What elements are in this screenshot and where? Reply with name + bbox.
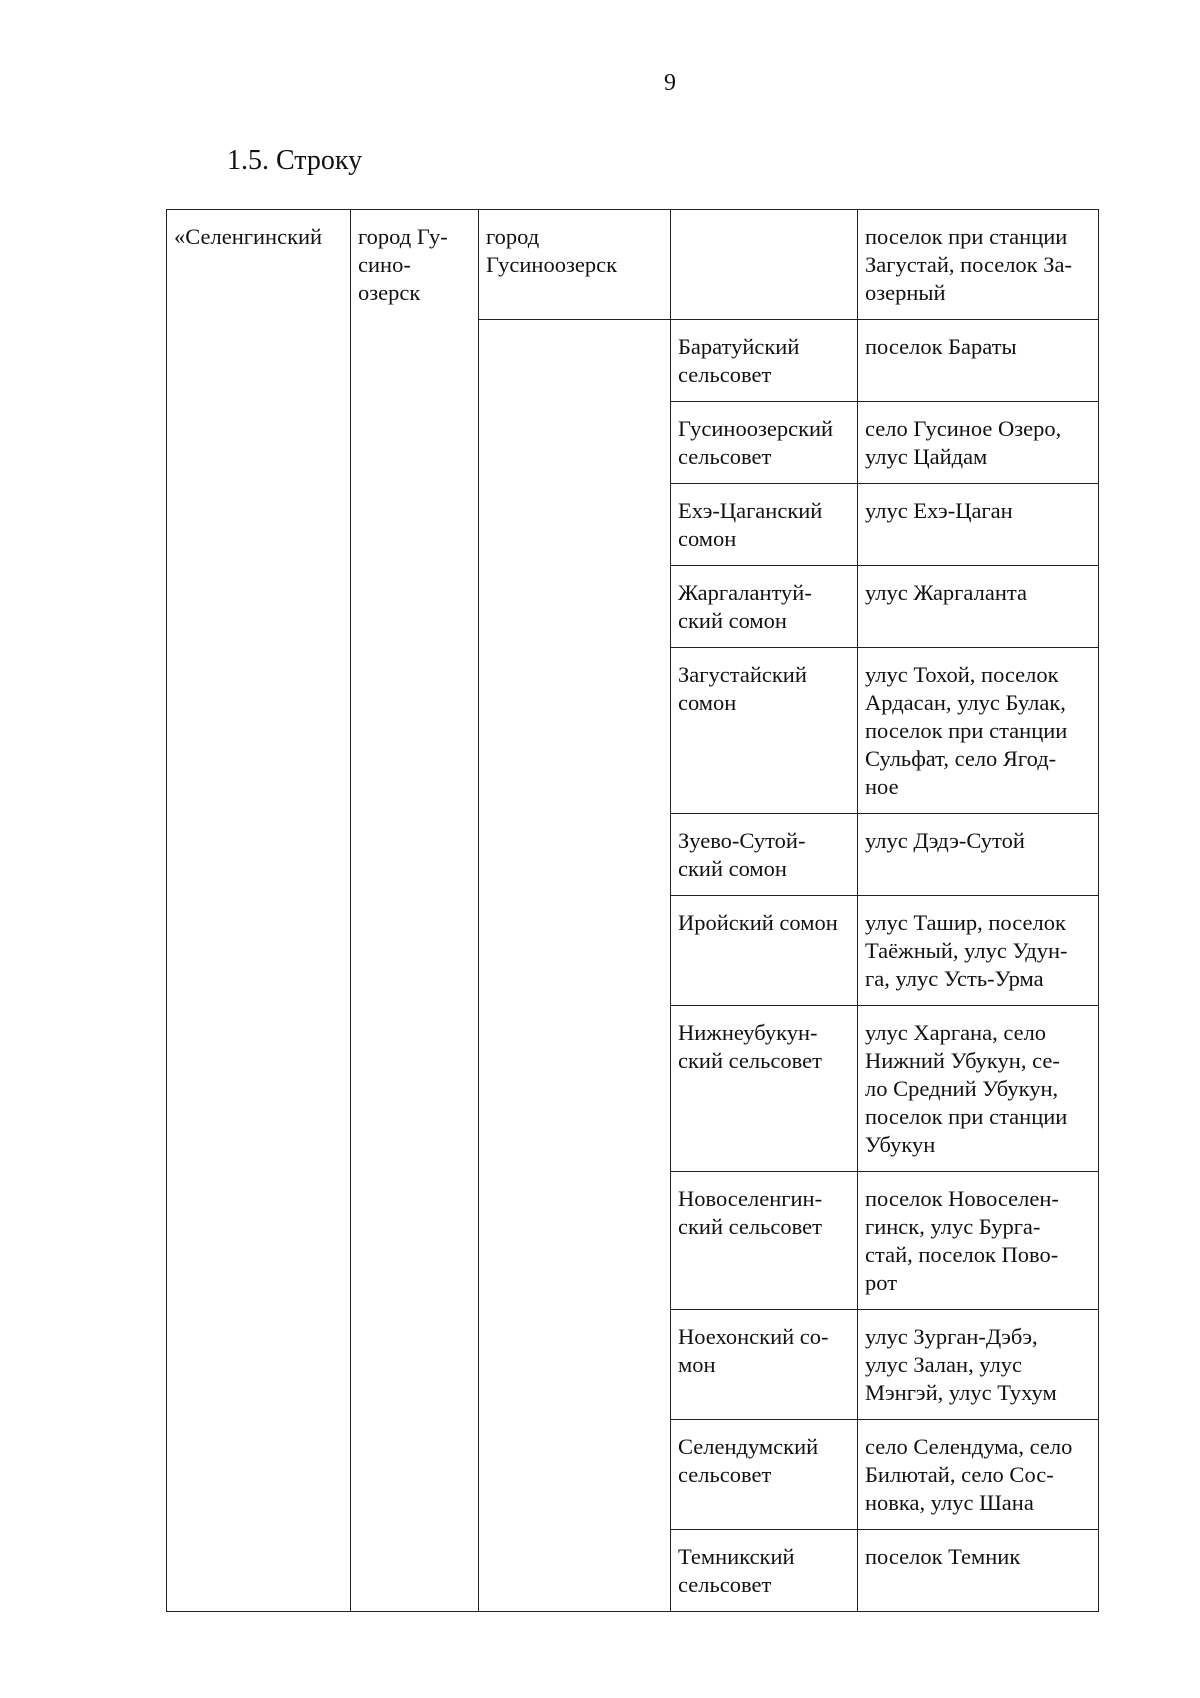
council-text: Новоселенгин- ский сельсовет xyxy=(678,1186,823,1239)
localities-text: улус Ташир, поселок Таёжный, улус Удун- га, улус Усть-Урма xyxy=(865,910,1068,991)
localities-text: село Гусиное Озеро, улус Цайдам xyxy=(865,416,1062,469)
council-cell xyxy=(671,896,858,1006)
localities-text: улус Ехэ-Цаган xyxy=(865,498,1013,523)
localities-text: поселок Темник xyxy=(865,1544,1021,1569)
localities-cell xyxy=(858,814,1099,896)
council-cell xyxy=(671,1172,858,1310)
council-text: Ехэ-Цаганский сомон xyxy=(678,498,823,551)
settlements-table xyxy=(166,209,1099,1612)
council-cell xyxy=(671,1420,858,1530)
municipality-text: город Гу- сино- озерск xyxy=(358,224,448,305)
localities-cell xyxy=(858,320,1099,402)
page-number: 9 xyxy=(664,70,676,96)
council-text: Баратуйский сельсовет xyxy=(678,334,800,387)
first-row-localities-text: поселок при станции Загустай, поселок За- озерный xyxy=(865,224,1072,305)
empty-settlement-type-cell xyxy=(479,320,671,1612)
council-text: Жаргалантуй- ский сомон xyxy=(678,580,812,633)
localities-text: улус Жаргаланта xyxy=(865,580,1027,605)
council-text: Нижнеубукун- ский сельсовет xyxy=(678,1020,822,1073)
localities-cell xyxy=(858,566,1099,648)
council-cell xyxy=(671,648,858,814)
localities-cell xyxy=(858,484,1099,566)
localities-cell xyxy=(858,896,1099,1006)
settlement-type-cell xyxy=(479,210,671,320)
council-text: Загустайский сомон xyxy=(678,662,807,715)
council-text: Иройский сомон xyxy=(678,910,838,935)
table-row xyxy=(167,210,1099,320)
localities-cell xyxy=(858,1172,1099,1310)
council-text: Темникский сельсовет xyxy=(678,1544,795,1597)
settlement-type-text: город Гусиноозерск xyxy=(486,224,618,277)
council-cell xyxy=(671,484,858,566)
district-text: «Селенгинский xyxy=(174,224,323,249)
localities-cell xyxy=(858,648,1099,814)
localities-cell xyxy=(858,1530,1099,1612)
municipality-cell xyxy=(351,210,479,1612)
district-cell xyxy=(167,210,351,1612)
localities-cell xyxy=(858,1006,1099,1172)
localities-cell xyxy=(858,1420,1099,1530)
localities-text: поселок Бараты xyxy=(865,334,1017,359)
localities-cell xyxy=(858,402,1099,484)
localities-text: улус Тохой, поселок Ардасан, улус Булак, поселок при станции Сульфат, село Ягод- ное xyxy=(865,662,1068,799)
localities-text: улус Харгана, село Нижний Убукун, се- ло Средний Убукун, поселок при станции Убукун xyxy=(865,1020,1068,1157)
council-text: Гусиноозерский сельсовет xyxy=(678,416,834,469)
localities-text: улус Зурган-Дэбэ, улус Залан, улус Мэнгэй, улус Тухум xyxy=(865,1324,1057,1405)
empty-council-cell xyxy=(671,210,858,320)
localities-text: поселок Новоселен- гинск, улус Бурга- стай, поселок Пово- рот xyxy=(865,1186,1059,1295)
table-body xyxy=(167,210,1099,1612)
council-cell xyxy=(671,814,858,896)
localities-cell xyxy=(858,1310,1099,1420)
localities-text: село Селендума, село Билютай, село Сос- новка, улус Шана xyxy=(865,1434,1073,1515)
council-text: Селендумский сельсовет xyxy=(678,1434,819,1487)
council-cell xyxy=(671,402,858,484)
first-row-localities-cell xyxy=(858,210,1099,320)
council-cell xyxy=(671,1310,858,1420)
council-text: Ноехонский со- мон xyxy=(678,1324,829,1377)
council-cell xyxy=(671,1530,858,1612)
council-cell xyxy=(671,1006,858,1172)
section-heading: 1.5. Строку xyxy=(227,145,363,176)
council-cell xyxy=(671,566,858,648)
localities-text: улус Дэдэ-Сутой xyxy=(865,828,1025,853)
council-cell xyxy=(671,320,858,402)
council-text: Зуево-Сутой- ский сомон xyxy=(678,828,806,881)
